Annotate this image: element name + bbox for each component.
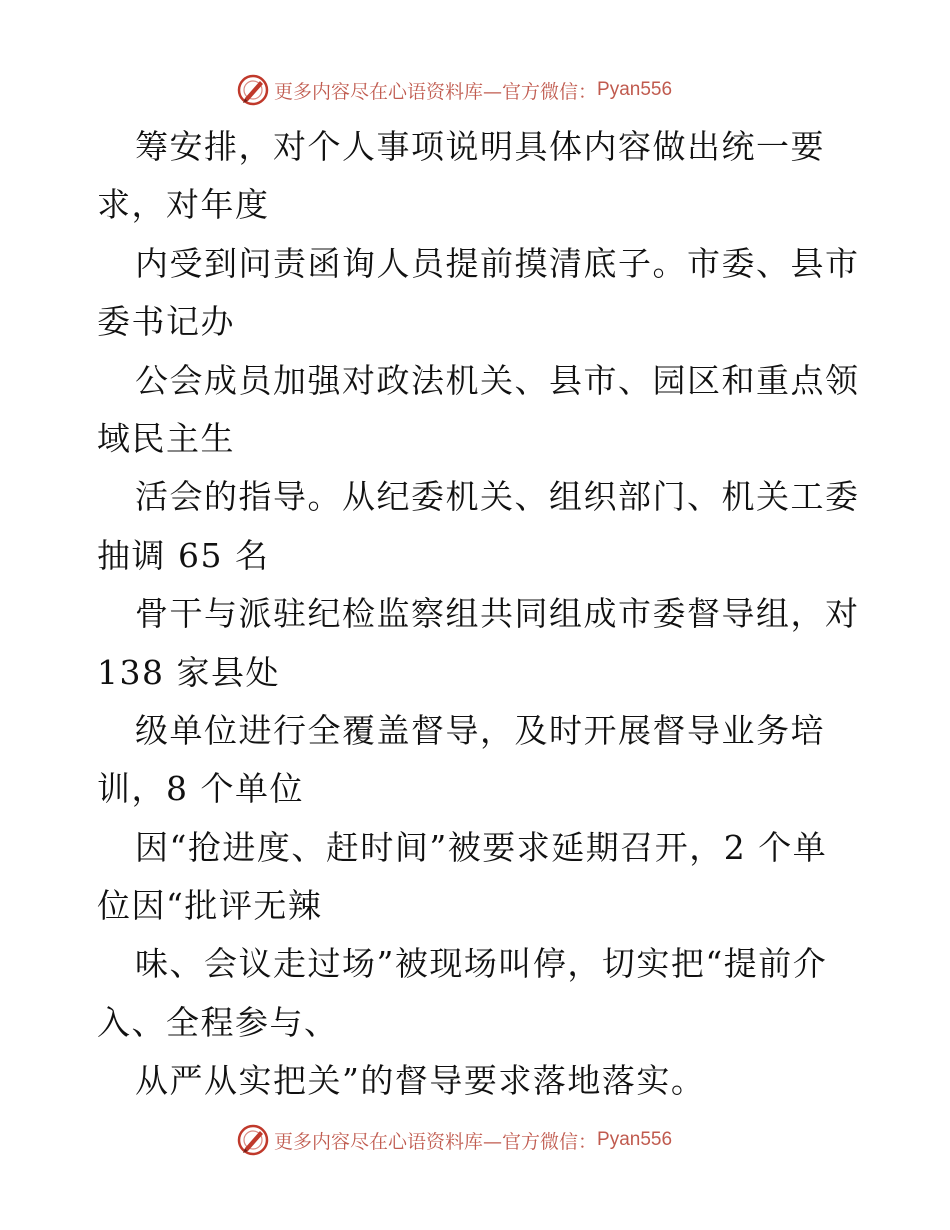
text-line: 域民主生	[97, 418, 235, 458]
text-line: 筹安排，对个人事项说明具体内容做出统一要	[135, 127, 825, 166]
text-line: 活会的指导。从纪委机关、组织部门、机关工委	[135, 477, 860, 517]
text-line: 级单位进行全覆盖督导，及时开展督导业务培	[135, 710, 825, 750]
footer-watermark-banner	[236, 1122, 672, 1158]
logo-icon	[236, 73, 270, 107]
body-text	[97, 118, 860, 1111]
footer-wechat-id: Pyan556	[597, 1129, 673, 1150]
text-line: 因“抢进度、赶时间”被要求延期召开，2 个单	[135, 827, 828, 867]
logo-icon	[236, 1123, 270, 1157]
text-line: 训，8 个单位	[97, 769, 304, 809]
header-banner-text: 更多内容尽在心语资料库—官方微信：	[274, 80, 598, 103]
text-line: 138 家县处	[97, 652, 280, 692]
text-line: 骨干与派驻纪检监察组共同组成市委督导组，对	[135, 594, 860, 634]
text-line: 位因“批评无辣	[97, 886, 323, 926]
text-line: 从严从实把关”的督导要求落地落实。	[135, 1061, 706, 1101]
text-line: 内受到问责函询人员提前摸清底子。市委、县市	[135, 243, 860, 283]
footer-banner-text: 更多内容尽在心语资料库—官方微信：	[274, 1130, 598, 1153]
text-line: 入、全程参与、	[97, 1002, 339, 1042]
text-line: 委书记办	[97, 302, 235, 342]
header-watermark-banner	[236, 72, 672, 108]
text-line: 求，对年度	[97, 185, 270, 225]
text-line: 抽调 65 名	[97, 535, 270, 575]
header-wechat-id: Pyan556	[597, 79, 673, 100]
text-line: 味、会议走过场”被现场叫停，切实把“提前介	[135, 944, 828, 984]
text-line: 公会成员加强对政法机关、县市、园区和重点领	[135, 360, 860, 400]
